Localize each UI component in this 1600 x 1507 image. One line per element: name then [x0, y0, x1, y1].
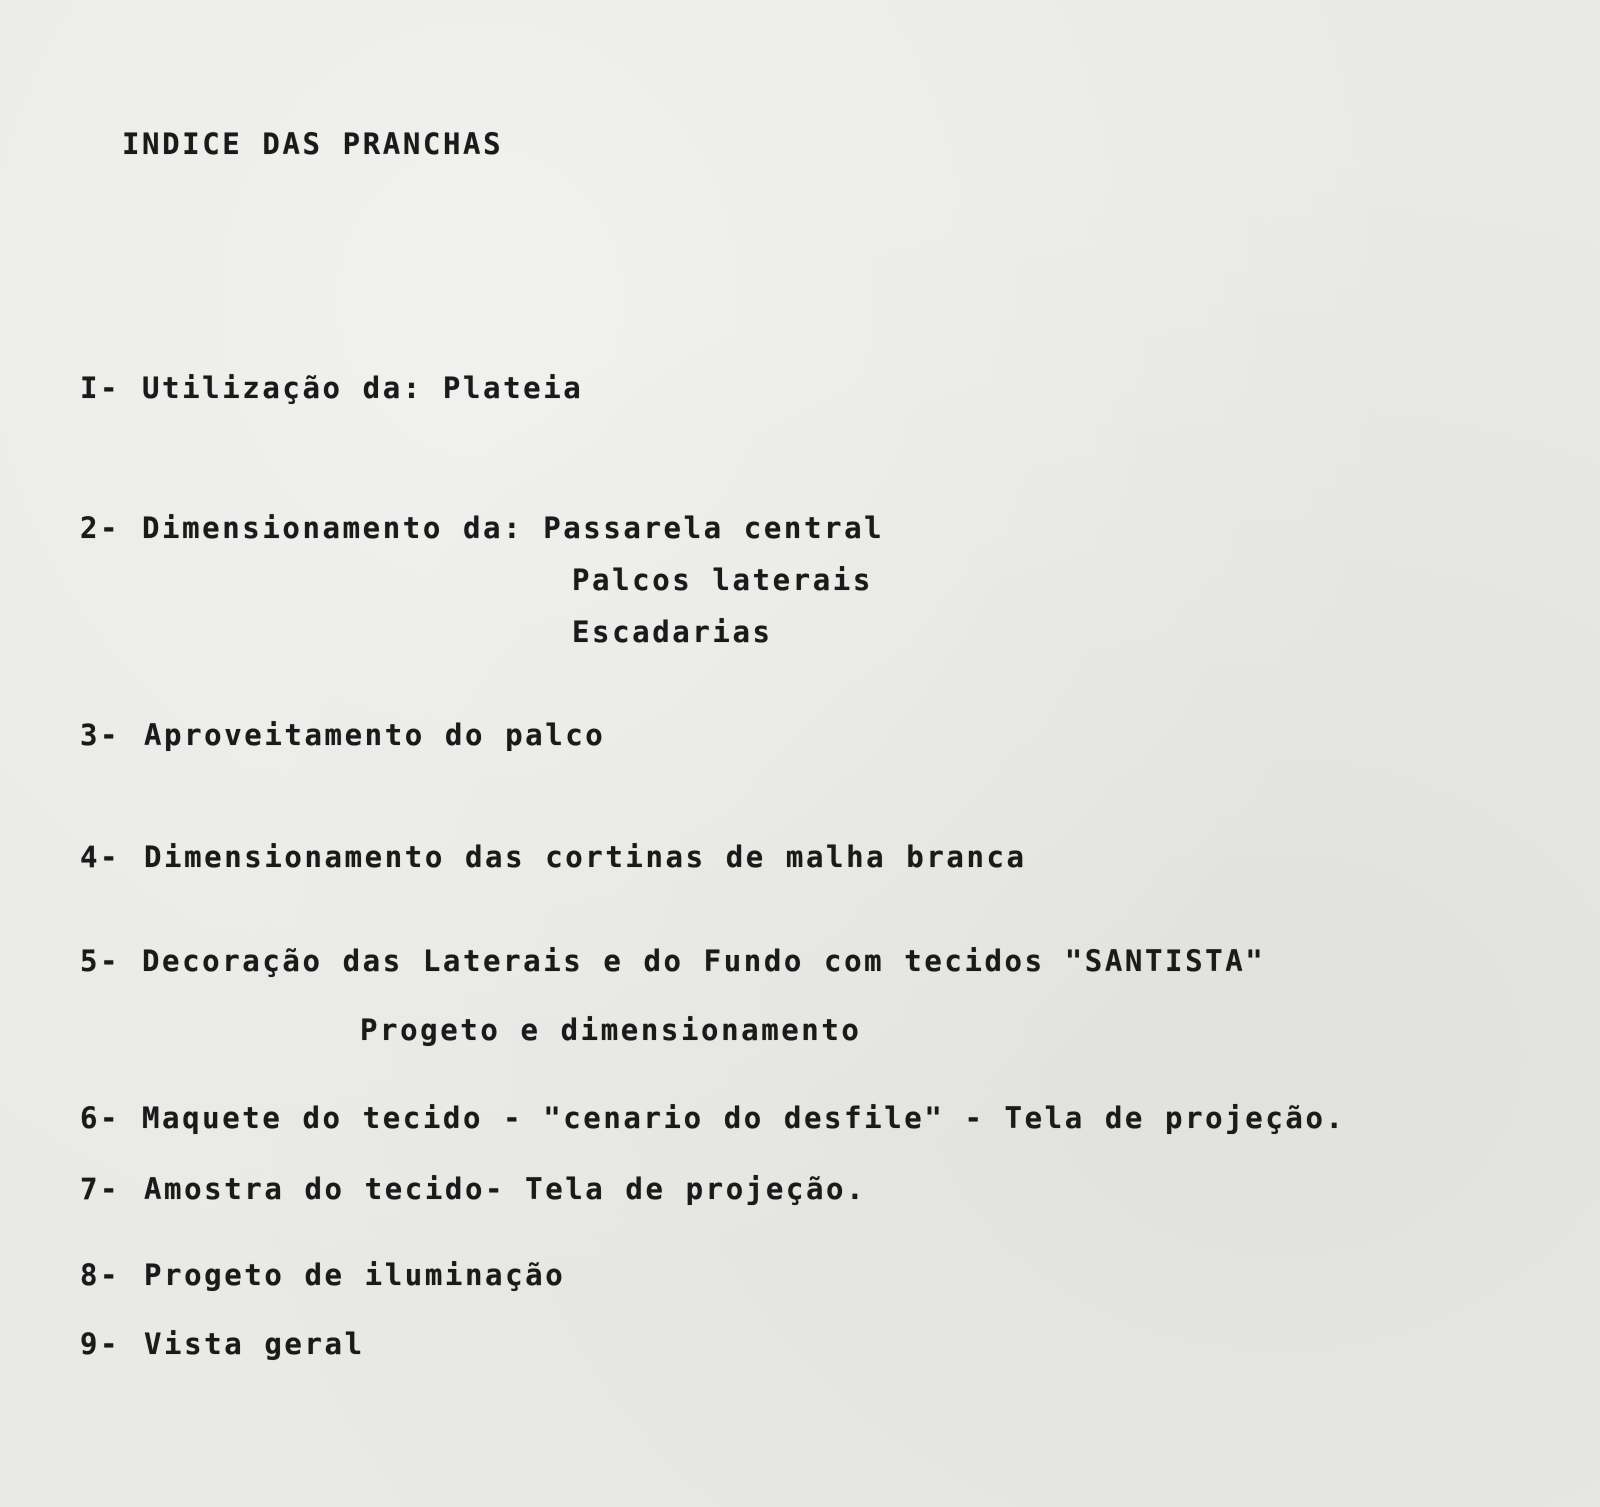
list-item-number: 3- — [80, 718, 121, 752]
list-item-text: Dimensionamento das cortinas de malha branca — [144, 840, 1027, 874]
list-item-text: Utilização da: Plateia — [142, 371, 584, 405]
page-title: INDICE DAS PRANCHAS — [122, 127, 504, 161]
list-item-text: Amostra do tecido- Tela de projeção. — [144, 1172, 867, 1206]
list-item-number: 2- — [80, 511, 121, 545]
list-item-number: 5- — [80, 944, 121, 978]
list-item-subline: Escadarias — [572, 615, 773, 649]
list-item-text: Dimensionamento da: Passarela central — [142, 511, 885, 545]
list-item-number: 6- — [80, 1101, 121, 1135]
list-item-text: Decoração das Laterais e do Fundo com tecidos "SANTISTA" — [142, 944, 1266, 978]
list-item-text: Progeto de iluminação — [144, 1258, 566, 1292]
list-item-number: 4- — [80, 840, 121, 874]
list-item-number: 8- — [80, 1258, 121, 1292]
list-item-text: Vista geral — [144, 1327, 365, 1361]
list-item-number: 7- — [80, 1172, 121, 1206]
list-item-number: I- — [80, 371, 121, 405]
list-item-subline: Palcos laterais — [572, 563, 873, 597]
list-item-text: Maquete do tecido - "cenario do desfile" - Tela de projeção. — [142, 1101, 1346, 1135]
list-item-subline: Progeto e dimensionamento — [360, 1013, 862, 1047]
list-item-number: 9- — [80, 1327, 121, 1361]
list-item-text: Aproveitamento do palco — [144, 718, 606, 752]
